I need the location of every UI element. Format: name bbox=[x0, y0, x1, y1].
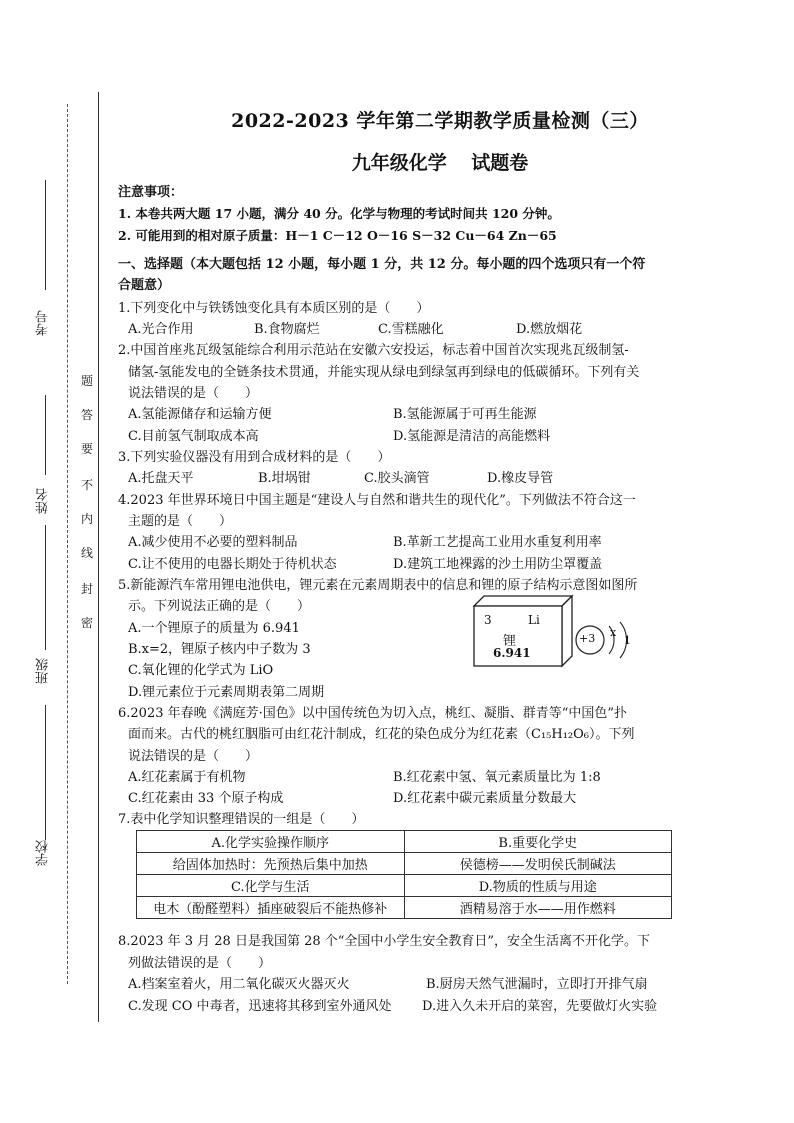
table-row bbox=[137, 875, 672, 897]
q3-option-a[interactable]: A.托盘天平 bbox=[128, 471, 194, 486]
q2-stem-1: 2.中国首座兆瓦级氢能综合利用示范站在安徽六安投运，标志着中国首次实现兆瓦级制氢- bbox=[118, 343, 629, 358]
class-label: 班级 bbox=[36, 658, 51, 684]
atomic-mass: 6.941 bbox=[493, 646, 531, 660]
shell-electrons-1: 1 bbox=[624, 634, 631, 647]
table-cell[interactable]: B.重要化学史 bbox=[404, 831, 672, 853]
notice-item-2: 2. 可能用到的相对原子质量：H－1 C－12 O－16 S－32 Cu－64 Zn－65 bbox=[118, 228, 557, 243]
q2-option-c[interactable]: C.目前氢气制取成本高 bbox=[128, 429, 259, 444]
q1-option-b[interactable]: B.食物腐烂 bbox=[254, 322, 320, 337]
q4-option-c[interactable]: C.让不使用的电器长期处于待机状态 bbox=[128, 557, 337, 572]
q5-stem-1: 5.新能源汽车常用锂电池供电，锂元素在元素周期表中的信息和锂的原子结构示意图如图所 bbox=[118, 578, 638, 593]
binding-line bbox=[98, 92, 99, 1022]
table-row bbox=[137, 897, 672, 919]
seal-char: 要 bbox=[80, 442, 93, 456]
q1-option-c[interactable]: C.雪糕融化 bbox=[378, 322, 444, 337]
q2-stem-2: 储氢-氢能发电的全链条技术贯通，并能实现从绿电到绿氢再到绿电的低碳循环。下列有关 bbox=[128, 365, 640, 380]
q2-option-d[interactable]: D.氢能源是清洁的高能燃料 bbox=[393, 429, 551, 444]
seal-char: 封 bbox=[80, 582, 93, 596]
nucleus-charge: +3 bbox=[579, 632, 596, 645]
school-blank[interactable] bbox=[45, 705, 46, 840]
q8-option-a[interactable]: A.档案室着火，用二氧化碳灭火器灭火 bbox=[128, 977, 350, 992]
seal-char: 密 bbox=[80, 616, 93, 630]
q7-table bbox=[136, 830, 672, 919]
q3-option-c[interactable]: C.胶头滴管 bbox=[364, 471, 430, 486]
q2-stem-3: 说法错误的是（ ） bbox=[128, 386, 259, 401]
q2-option-b[interactable]: B.氢能源属于可再生能源 bbox=[393, 407, 537, 422]
class-blank-top[interactable] bbox=[45, 525, 46, 650]
q5-stem-2: 示。下列说法正确的是（ ） bbox=[128, 599, 311, 614]
q6-stem-2: 面而来。古代的桃红胭脂可由红花汁制成，红花的染色成分为红花素（C₁₅H₁₂O₆）。下列 bbox=[128, 727, 635, 742]
seal-char: 线 bbox=[80, 546, 93, 560]
q6-option-a[interactable]: A.红花素属于有机物 bbox=[128, 770, 246, 785]
section-heading-cont: 合题意） bbox=[118, 278, 171, 293]
q4-stem-2: 主题的是（ ） bbox=[128, 514, 233, 529]
shell-electrons-x: x bbox=[610, 626, 617, 639]
q8-option-c[interactable]: C.发现 CO 中毒者，迅速将其移到室外通风处 bbox=[128, 999, 392, 1014]
table-cell[interactable]: C.化学与生活 bbox=[137, 875, 405, 897]
exam-title: 2022-2023 学年第二学期教学质量检测（三） bbox=[231, 110, 649, 132]
name-label: 姓名 bbox=[36, 488, 51, 514]
school-label: 学校 bbox=[36, 840, 51, 866]
seal-char: 内 bbox=[80, 512, 93, 526]
seal-char: 题 bbox=[80, 374, 93, 388]
q3-option-d[interactable]: D.橡皮导管 bbox=[487, 471, 554, 486]
notice-item-1: 1. 本卷共两大题 17 小题，满分 40 分。化学与物理的考试时间共 120 分钟。 bbox=[118, 206, 560, 221]
name-blank[interactable] bbox=[45, 395, 46, 475]
q4-stem-1: 4.2023 年世界环境日中国主题是“建设人与自然和谐共生的现代化”。下列做法不符合这一 bbox=[118, 493, 636, 508]
q8-option-b[interactable]: B.厨房天然气泄漏时，立即打开排气扇 bbox=[426, 977, 648, 992]
q6-stem-1: 6.2023 年春晚《满庭芳·国色》以中国传统色为切入点，桃红、凝脂、群青等“中国色”扑 bbox=[118, 706, 628, 721]
q7-stem: 7.表中化学知识整理错误的一组是（ ） bbox=[118, 812, 365, 827]
q6-option-b[interactable]: B.红花素中氢、氧元素质量比为 1:8 bbox=[393, 770, 601, 785]
q6-option-c[interactable]: C.红花素由 33 个原子构成 bbox=[128, 791, 284, 806]
fold-line-dashed bbox=[67, 104, 68, 984]
q4-option-b[interactable]: B.革新工艺提高工业用水重复利用率 bbox=[393, 535, 602, 550]
table-cell: 电木（酚醛塑料）插座破裂后不能热修补 bbox=[137, 897, 405, 919]
table-row bbox=[137, 853, 672, 875]
element-name: 锂 bbox=[503, 634, 517, 649]
table-row bbox=[137, 831, 672, 853]
q3-option-b[interactable]: B.坩埚钳 bbox=[258, 471, 311, 486]
table-cell[interactable]: A.化学实验操作顺序 bbox=[137, 831, 405, 853]
table-cell: 酒精易溶于水——用作燃料 bbox=[404, 897, 672, 919]
exam-number-label: 考号 bbox=[36, 310, 51, 336]
element-symbol: Li bbox=[528, 613, 540, 627]
table-cell: 给固体加热时：先预热后集中加热 bbox=[137, 853, 405, 875]
q5-option-d[interactable]: D.锂元素位于元素周期表第二周期 bbox=[128, 685, 325, 700]
q1-option-d[interactable]: D.燃放烟花 bbox=[516, 322, 583, 337]
seal-char: 不 bbox=[80, 478, 93, 492]
q8-stem-2: 列做法错误的是（ ） bbox=[128, 956, 272, 971]
q5-option-b[interactable]: B.x=2，锂原子核内中子数为 3 bbox=[128, 642, 311, 657]
q2-option-a[interactable]: A.氢能源储存和运输方便 bbox=[128, 407, 272, 422]
q8-option-d[interactable]: D.进入久未开启的菜窖，先要做灯火实验 bbox=[422, 999, 658, 1014]
q8-stem-1: 8.2023 年 3 月 28 日是我国第 28 个“全国中小学生安全教育日”，安全生活离不开化学。下 bbox=[118, 934, 651, 949]
table-cell: 侯德榜——发明侯氏制碱法 bbox=[404, 853, 672, 875]
q3-stem: 3.下列实验仪器没有用到合成材料的是（ ） bbox=[118, 450, 391, 465]
exam-subtitle: 九年级化学 试题卷 bbox=[351, 152, 529, 174]
q6-stem-3: 说法错误的是（ ） bbox=[128, 749, 259, 764]
q6-option-d[interactable]: D.红花素中碳元素质量分数最大 bbox=[393, 791, 577, 806]
q1-option-a[interactable]: A.光合作用 bbox=[128, 322, 194, 337]
q4-option-a[interactable]: A.减少使用不必要的塑料制品 bbox=[128, 535, 298, 550]
notice-heading: 注意事项： bbox=[118, 185, 184, 200]
atomic-number: 3 bbox=[484, 613, 492, 627]
table-cell[interactable]: D.物质的性质与用途 bbox=[404, 875, 672, 897]
section-heading: 一、选择题（本大题包括 12 小题，每小题 1 分，共 12 分。每小题的四个选项只有一个符 bbox=[118, 257, 646, 272]
q5-option-a[interactable]: A.一个锂原子的质量为 6.941 bbox=[128, 621, 300, 636]
exam-number-blank[interactable] bbox=[45, 180, 46, 290]
q4-option-d[interactable]: D.建筑工地裸露的沙土用防尘罩覆盖 bbox=[393, 557, 603, 572]
q5-option-c[interactable]: C.氧化锂的化学式为 LiO bbox=[128, 663, 274, 678]
seal-char: 答 bbox=[80, 408, 93, 422]
q1-stem: 1.下列变化中与铁锈蚀变化具有本质区别的是（ ） bbox=[118, 301, 430, 316]
